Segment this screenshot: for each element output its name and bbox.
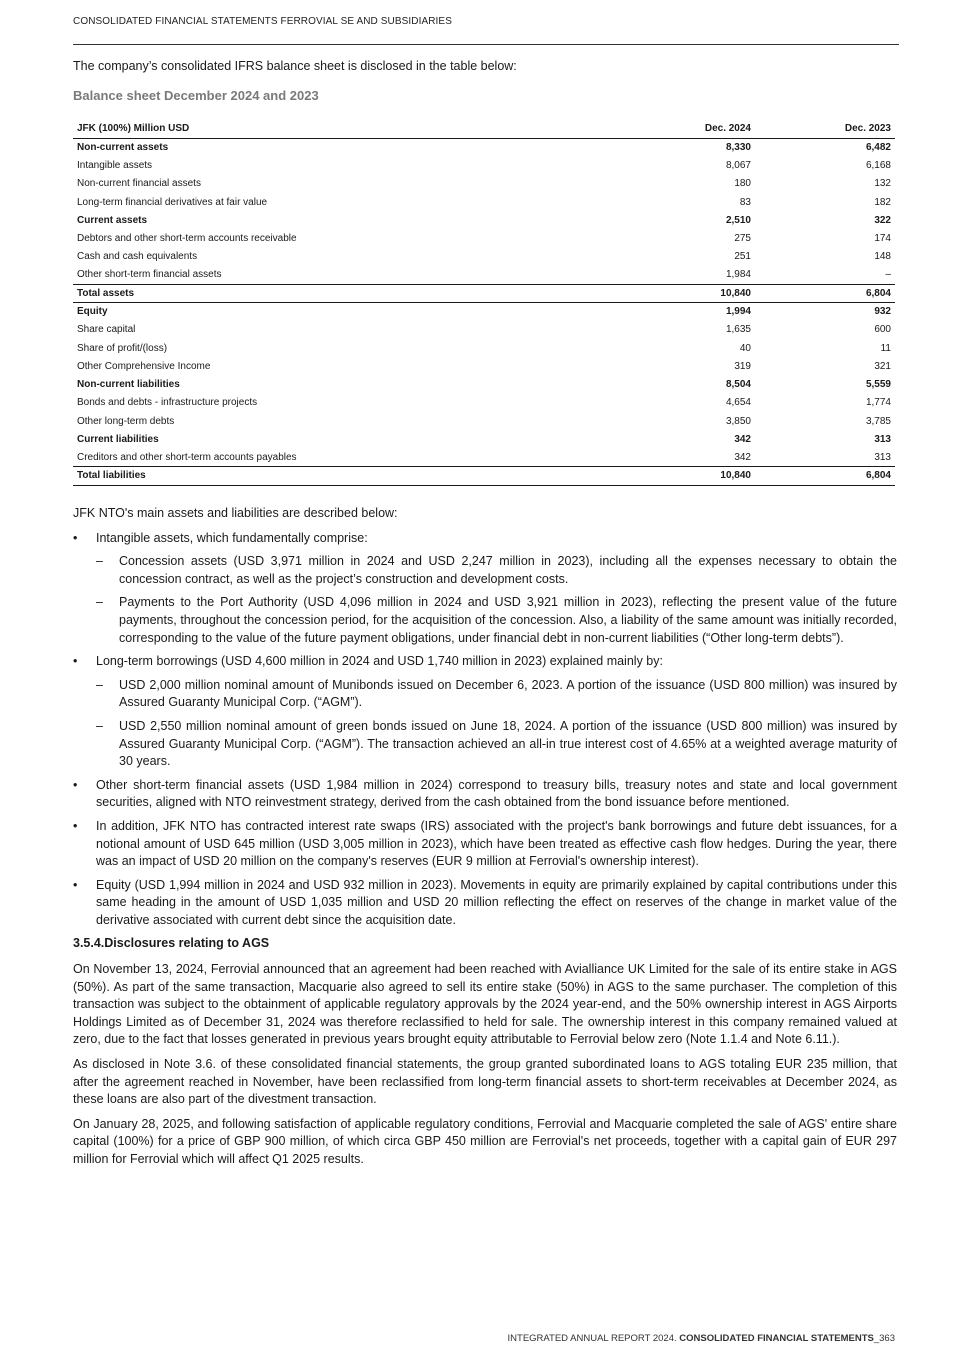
dash-text: USD 2,000 million nominal amount of Munibonds issued on December 6, 2023. A portion of the issuance (USD 800 million) was insured by Assured Guaranty Municipal Corp. (“AGM”). bbox=[119, 677, 897, 710]
row-label: Long-term financial derivatives at fair value bbox=[77, 196, 268, 208]
row-value-2023: 1,774 bbox=[865, 397, 891, 409]
row-label: Creditors and other short-term accounts payables bbox=[77, 451, 297, 463]
row-value-2024: 2,510 bbox=[725, 214, 751, 226]
row-label: Debtors and other short-term accounts receivable bbox=[77, 233, 297, 245]
header-rule bbox=[73, 44, 899, 45]
intro-text: The company’s consolidated IFRS balance sheet is disclosed in the table below: bbox=[73, 59, 517, 73]
row-value-2024: 83 bbox=[739, 196, 751, 208]
row-label: Other long-term debts bbox=[77, 415, 175, 427]
section-heading: 3.5.4.Disclosures relating to AGS bbox=[73, 936, 270, 951]
footer-page-number: _363 bbox=[873, 1333, 895, 1344]
dash-item bbox=[73, 594, 897, 647]
row-value-2023: 174 bbox=[874, 233, 891, 245]
row-value-2024: 8,330 bbox=[725, 142, 751, 154]
header-dec-2023: Dec. 2023 bbox=[785, 120, 895, 138]
row-value-2023: 6,804 bbox=[785, 284, 895, 302]
dash-text: Payments to the Port Authority (USD 4,096 million in 2024 and USD 3,921 million in 2023), reflecting the present value of the future payments, throughout the concession period, for the acquisition of the concession. Also, a liability of the same amount was initially recorded, corresponding to the value of the future payment obligations, under financial debt in non-current liabilities (“Other long-term debts”). bbox=[119, 595, 897, 645]
table-row bbox=[73, 230, 895, 248]
row-value-2023: 321 bbox=[874, 360, 891, 372]
bullet-icon: • bbox=[73, 877, 78, 892]
table-row bbox=[73, 394, 895, 412]
row-value-2024: 10,840 bbox=[685, 284, 785, 302]
table-row bbox=[73, 138, 895, 156]
row-value-2023: 932 bbox=[874, 306, 891, 318]
paragraph: As disclosed in Note 3.6. of these consolidated financial statements, the group granted subordinated loans to AGS totaling EUR 235 million, that after the agreement reached in November, have been reclassified from long-term financial assets to short-term receivables at December 2024, as these loans are also part of the divestment transaction. bbox=[73, 1057, 897, 1107]
table-row-total-assets bbox=[73, 284, 895, 302]
table-row bbox=[73, 175, 895, 193]
header-label: JFK (100%) Million USD bbox=[73, 120, 685, 138]
row-value-2023: 600 bbox=[874, 324, 891, 336]
table-title: Balance sheet December 2024 and 2023 bbox=[73, 88, 319, 103]
row-value-2024: 251 bbox=[734, 251, 751, 263]
dash-icon: – bbox=[96, 718, 103, 733]
row-label: Non-current liabilities bbox=[77, 379, 180, 391]
row-value-2024: 3,850 bbox=[725, 415, 751, 427]
dash-icon: – bbox=[96, 595, 103, 610]
row-label: Non-current financial assets bbox=[77, 178, 201, 190]
lead-paragraph: JFK NTO's main assets and liabilities are described below: bbox=[73, 506, 398, 520]
row-label: Non-current assets bbox=[77, 142, 169, 154]
table-row bbox=[73, 339, 895, 357]
footer-prefix: INTEGRATED ANNUAL REPORT 2024. bbox=[507, 1333, 680, 1344]
dash-icon: – bbox=[96, 677, 103, 692]
row-value-2023: 322 bbox=[874, 214, 891, 226]
row-value-2024: 275 bbox=[734, 233, 751, 245]
header-dec-2024: Dec. 2024 bbox=[685, 120, 785, 138]
row-label: Bonds and debts - infrastructure projects bbox=[77, 397, 258, 409]
table-row bbox=[73, 376, 895, 394]
table-row-total-liabilities bbox=[73, 467, 895, 485]
row-value-2023: 313 bbox=[874, 451, 891, 463]
row-label: Current assets bbox=[77, 214, 148, 226]
balance-sheet-table bbox=[73, 120, 895, 486]
bullet-text: Other short-term financial assets (USD 1,984 million in 2024) correspond to treasury bills, treasury notes and state and local government securities, aligned with NTO reinvestment strategy, derived from the cash obtained from the bond issuance before mentioned. bbox=[96, 777, 897, 810]
row-value-2023: 11 bbox=[880, 342, 891, 354]
row-value-2023: 6,168 bbox=[865, 160, 891, 172]
row-value-2024: 342 bbox=[734, 451, 751, 463]
bullet-text: Long-term borrowings (USD 4,600 million in 2024 and USD 1,740 million in 2023) explained mainly by: bbox=[96, 654, 663, 669]
row-value-2024: 8,504 bbox=[725, 379, 751, 391]
table-row bbox=[73, 248, 895, 266]
row-value-2023: 5,559 bbox=[865, 379, 891, 391]
table-row bbox=[73, 157, 895, 175]
row-value-2023: 6,804 bbox=[785, 467, 895, 485]
table-row bbox=[73, 357, 895, 375]
table-row bbox=[73, 211, 895, 229]
row-value-2024: 319 bbox=[734, 360, 751, 372]
row-label: Equity bbox=[77, 306, 108, 318]
row-value-2024: 180 bbox=[734, 178, 751, 190]
row-value-2024: 342 bbox=[734, 433, 751, 445]
bullet-text: Equity (USD 1,994 million in 2024 and USD 932 million in 2023). Movements in equity are primarily explained by capital contributions under this same heading in the amount of USD 1,035 million and USD 20 million reflecting the effect on reserves of the change in market value of the derivative associated with current debt since the acquisition date. bbox=[96, 877, 897, 927]
row-label: Share of profit/(loss) bbox=[77, 342, 168, 354]
running-header: CONSOLIDATED FINANCIAL STATEMENTS FERROVIAL SE AND SUBSIDIARIES bbox=[73, 16, 452, 27]
row-value-2023: 3,785 bbox=[865, 415, 891, 427]
row-value-2023: 6,482 bbox=[865, 142, 891, 154]
row-label: Other Comprehensive Income bbox=[77, 360, 211, 372]
row-value-2023: 313 bbox=[874, 433, 891, 445]
dash-text: USD 2,550 million nominal amount of green bonds issued on June 18, 2024. A portion of the issuance (USD 800 million) was insured by Assured Guaranty Municipal Corp. (“AGM”). The transaction achieved an all-in true interest cost of 4.65% at a weighted average maturity of 30 years. bbox=[119, 718, 897, 769]
row-value-2024: 1,994 bbox=[725, 306, 751, 318]
bullet-item bbox=[73, 777, 897, 812]
row-label: Cash and cash equivalents bbox=[77, 251, 198, 263]
bullet-text: In addition, JFK NTO has contracted interest rate swaps (IRS) associated with the project's bank borrowings and future debt issuances, for a notional amount of USD 645 million (USD 3,005 million in 2023), which have been treated as effective cash flow hedges. During the year, there was an impact of USD 20 million on the company's reserves (EUR 9 million at Ferrovial's ownership interest). bbox=[96, 818, 897, 869]
dash-item bbox=[73, 553, 897, 588]
row-value-2024: 8,067 bbox=[725, 160, 751, 172]
row-value-2024: 1,984 bbox=[725, 269, 751, 281]
dash-icon: – bbox=[96, 554, 103, 569]
row-label: Share capital bbox=[77, 324, 136, 336]
table-row bbox=[73, 193, 895, 211]
row-value-2023: 182 bbox=[874, 196, 891, 208]
dash-text: Concession assets (USD 3,971 million in 2024 and USD 2,247 million in 2023), including all the expenses necessary to obtain the concession contract, as well as the project’s construction and development costs. bbox=[119, 554, 897, 586]
body-text bbox=[73, 505, 897, 1176]
row-label: Current liabilities bbox=[77, 433, 159, 445]
table-row bbox=[73, 321, 895, 339]
dash-item bbox=[73, 677, 897, 712]
table-row bbox=[73, 266, 895, 284]
table-row bbox=[73, 449, 895, 467]
bullet-icon: • bbox=[73, 530, 78, 545]
row-label: Total liabilities bbox=[73, 467, 685, 485]
bullet-item bbox=[73, 818, 897, 871]
bullet-icon: • bbox=[73, 777, 78, 792]
bullet-item bbox=[73, 530, 897, 548]
bullet-item bbox=[73, 653, 897, 671]
paragraph: On November 13, 2024, Ferrovial announced that an agreement had been reached with Avialliance UK Limited for the sale of its entire stake in AGS (50%). As part of the same transaction, Macquarie also agreed to sell its entire stake (50%) in AGS to the same purchaser. The completion of this transaction was subject to the obtainment of applicable regulatory approvals by the 2024 year-end, and the 50% ownership interest in AGS Airports Holdings Limited as of December 31, 2024 was therefore reclassified to held for sale. The ownership interest in this company remained valued at zero, due to the fact that losses generated in previous years brought equity attributable to Ferrovial below zero (Note 1.1.4 and Note 6.11.). bbox=[73, 962, 897, 1047]
row-label: Other short-term financial assets bbox=[77, 269, 222, 281]
row-value-2024: 40 bbox=[739, 342, 751, 354]
paragraph: On January 28, 2025, and following satisfaction of applicable regulatory conditions, Ferrovial and Macquarie completed the sale of AGS' entire share capital (100%) for a price of GBP 900 million, of which circa GBP 450 million are Ferrovial's net proceeds, together with a capital gain of EUR 297 million for Ferrovial which will affect Q1 2025 results. bbox=[73, 1116, 897, 1166]
bullet-text: Intangible assets, which fundamentally comprise: bbox=[96, 530, 368, 545]
row-value-2023: 132 bbox=[874, 178, 891, 190]
bullet-icon: • bbox=[73, 818, 78, 833]
row-value-2023: 148 bbox=[874, 251, 891, 263]
row-value-2024: 10,840 bbox=[685, 467, 785, 485]
table-header-row bbox=[73, 120, 895, 138]
row-label: Total assets bbox=[73, 284, 685, 302]
dash-item bbox=[73, 718, 897, 771]
bullet-item bbox=[73, 877, 897, 930]
row-value-2023: – bbox=[885, 269, 891, 281]
bullet-icon: • bbox=[73, 654, 78, 669]
row-value-2024: 4,654 bbox=[725, 397, 751, 409]
table-row bbox=[73, 303, 895, 321]
page-footer bbox=[508, 1333, 895, 1344]
table-row bbox=[73, 430, 895, 448]
row-label: Intangible assets bbox=[77, 160, 153, 172]
table-row bbox=[73, 412, 895, 430]
footer-section: CONSOLIDATED FINANCIAL STATEMENTS bbox=[679, 1333, 874, 1344]
row-value-2024: 1,635 bbox=[725, 324, 751, 336]
